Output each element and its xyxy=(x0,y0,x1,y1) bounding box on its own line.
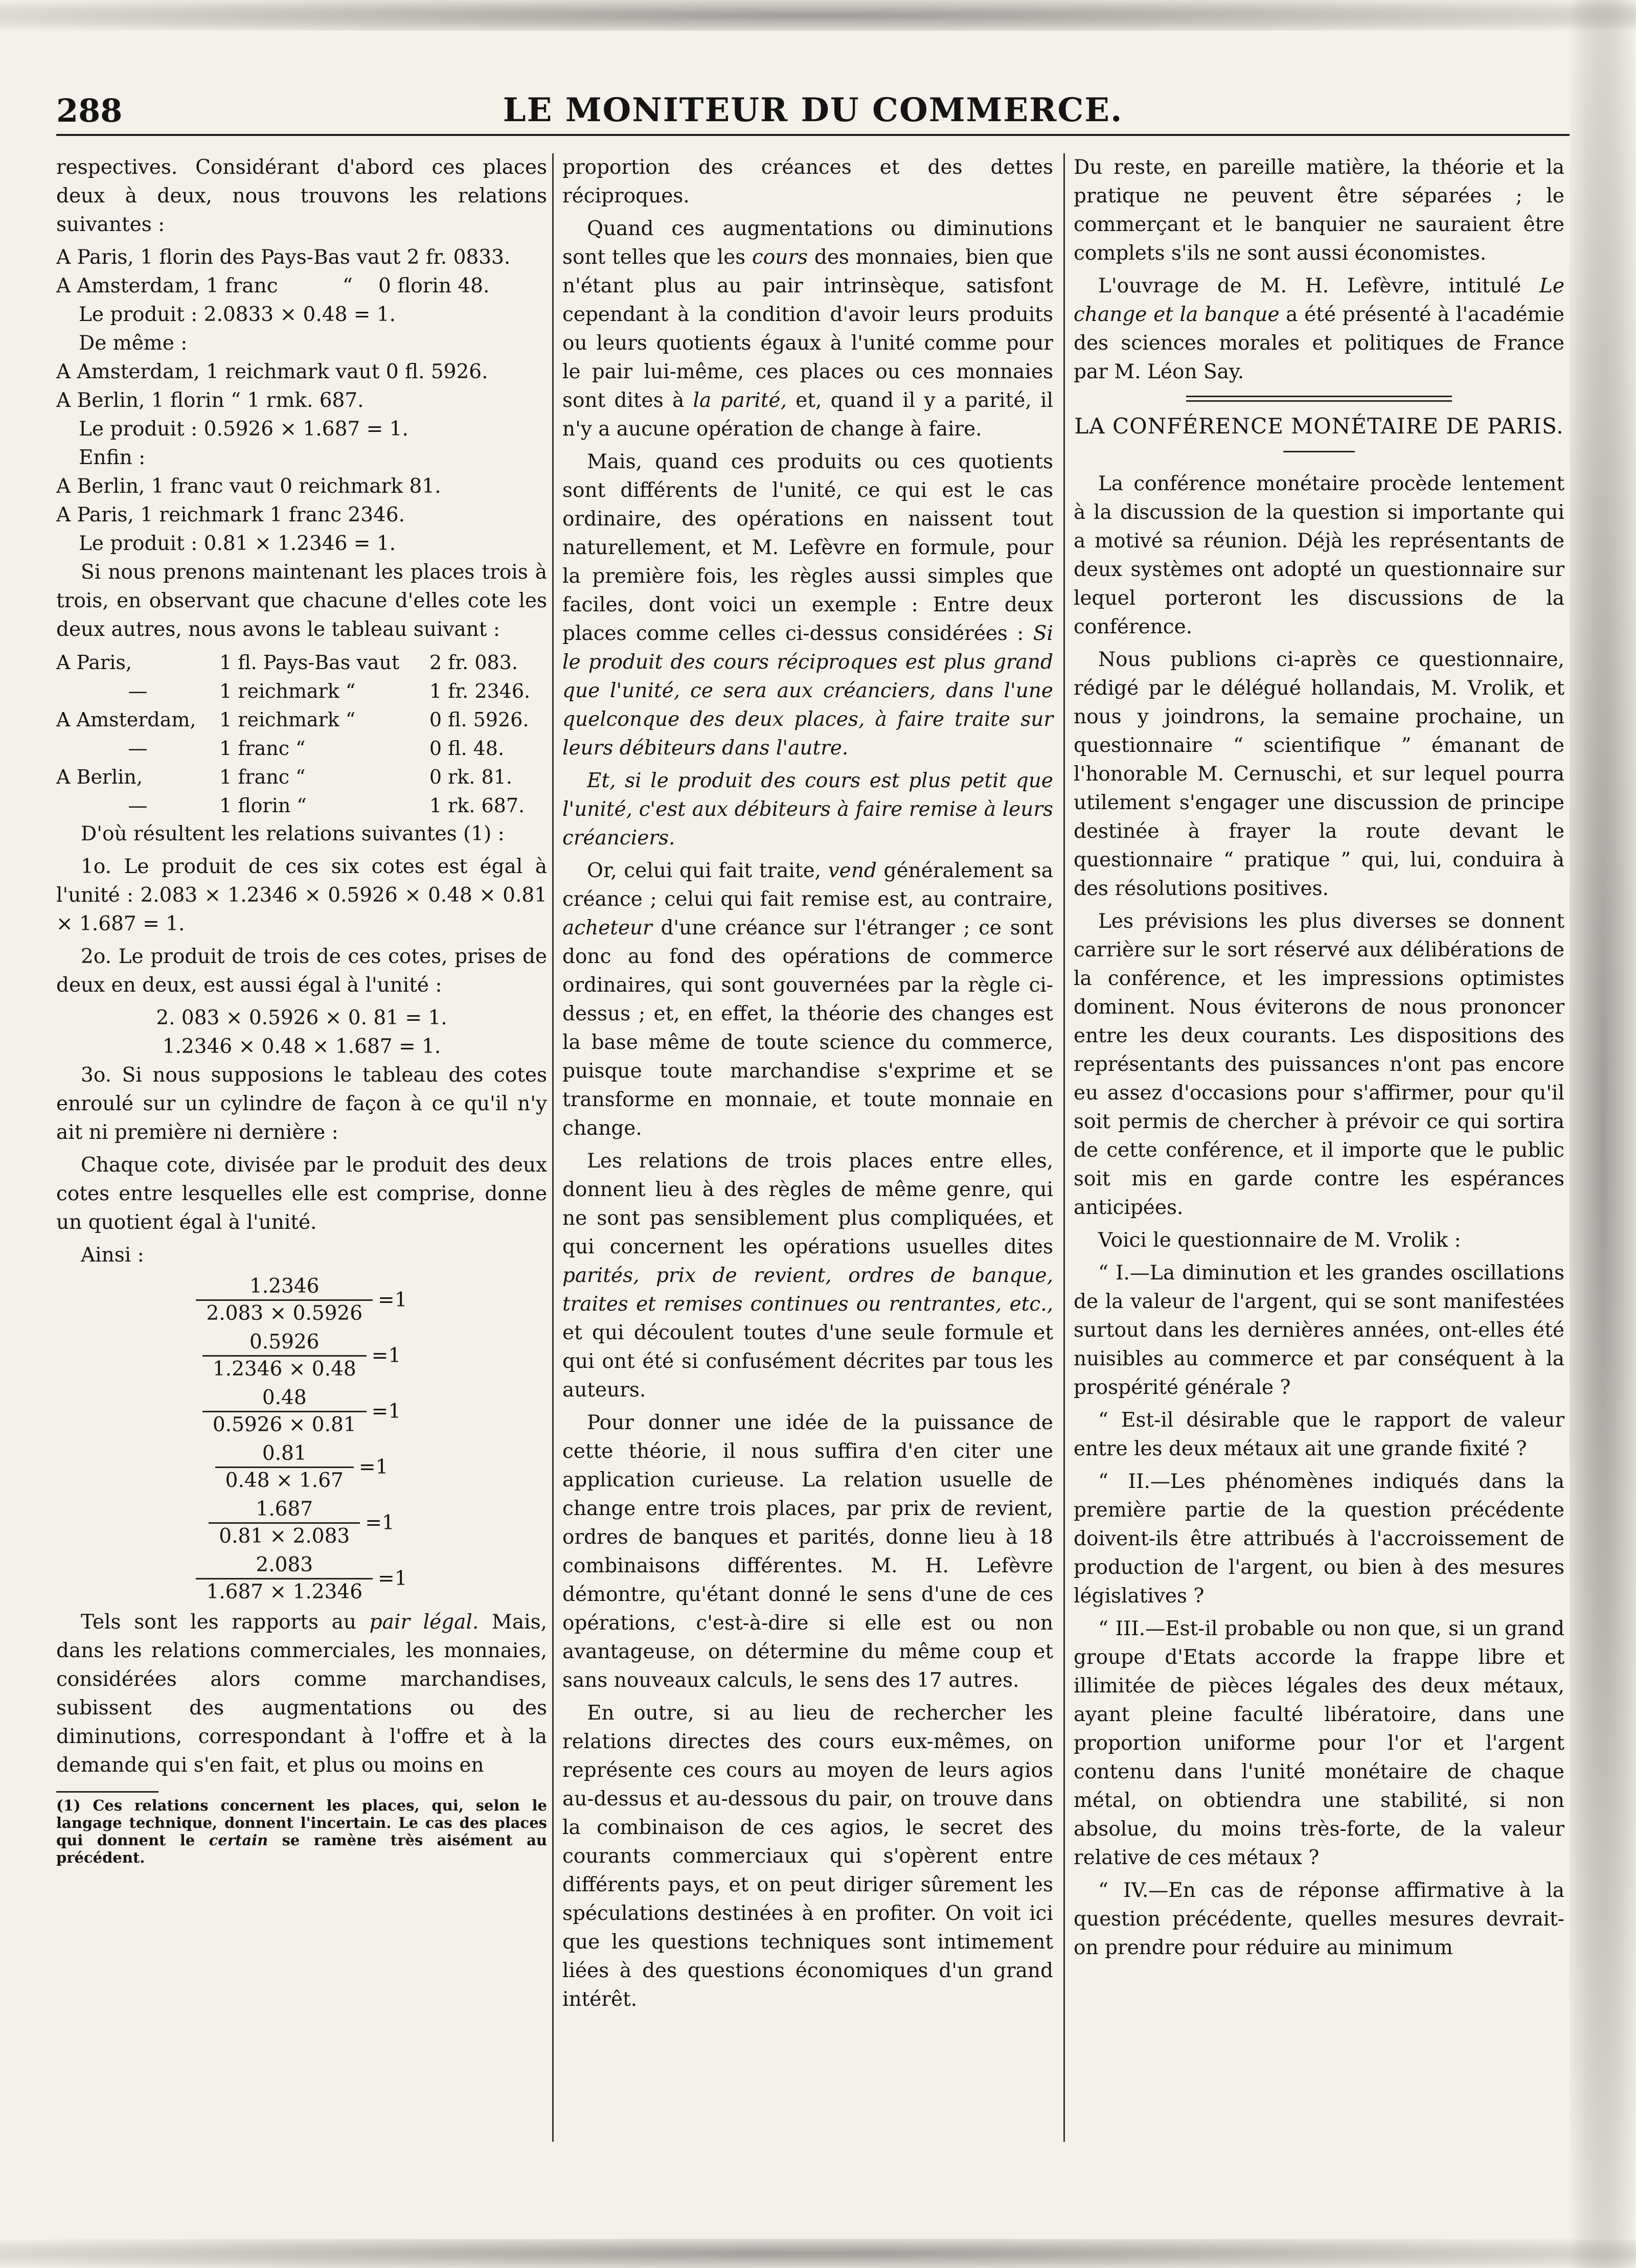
paragraph: Voici le questionnaire de M. Vrolik : xyxy=(1098,1229,1461,1252)
table-cell: 0 fl. 48. xyxy=(429,737,505,760)
fraction xyxy=(196,1552,373,1605)
emphasis: parités, prix de revient, ordres de banque, traites et remises continues ou rentrantes, etc., xyxy=(562,1264,1053,1316)
rate-line: A Berlin, 1 florin “ 1 rmk. 687. xyxy=(56,389,364,412)
label-line: De même : xyxy=(79,332,188,355)
exchange-table xyxy=(56,648,547,820)
column-divider xyxy=(1063,153,1065,2142)
table-cell: 1 franc “ xyxy=(219,766,306,788)
numerator: 1.2346 xyxy=(249,1275,320,1298)
table-row xyxy=(56,791,547,820)
question-paragraph: “ III.—Est-il probable ou non que, si un grand groupe d'Etats accorde la frappe libre et illimitée de pièces légales des deux métaux, ayant pleine faculté libératoire, dans une proportion uniforme pour l'or et l'argent contenu dans l'unité monétaire de chaque métal, on obtiendra une stabilité, si non absolue, du moins très-forte, de la valeur relative de ces métaux ? xyxy=(1074,1617,1564,1869)
table-cell: 1 rk. 687. xyxy=(429,794,525,817)
rate-line: A Berlin, 1 franc vaut 0 reichmark 81. xyxy=(56,475,441,498)
equals-one: =1 xyxy=(358,1455,389,1479)
emphasis: cours xyxy=(752,246,808,269)
denominator: 1.2346 × 0.48 xyxy=(202,1355,367,1382)
paragraph: Pour donner une idée de la puissance de cette théorie, il nous suffira d'en citer une application curieuse. La relation usuelle de change entre trois places, par prix de revient, ordres de banques et parités, donne lieu à 18 combinaisons différentes. M. H. Lefèvre démontre, qu'étant donné le sens d'une de ces opérations, c'est-à-dire si elle est ou non avantageuse, on détermine du même coup et sans nouveaux calculs, le sens des 17 autres. xyxy=(562,1411,1053,1692)
text-run: d'une créance sur l'étranger ; ce sont donc au fond des opérations de commerce ordinaires, qui sont gouvernées par la règle ci-dessus ; et, en effet, la théorie des changes est la base même de toute science du commerce, puisque toute marchandise s'exprime et se transforme en monnaie, et toute monnaie en change. xyxy=(562,917,1053,1140)
paragraph: Nous publions ci-après ce questionnaire, rédigé par le délégué hollandais, M. Vrolik, et nous y joindrons, la semaine prochaine, un questionnaire “ scientifique ” émanant de l'honorable M. Cernuschi, et sur lequel pourra utilement s'engager une discussion de principe destinée à frayer la route devant le questionnaire “ pratique ” qui, lui, conduira à des résolutions positives. xyxy=(1074,648,1564,900)
paragraph xyxy=(1074,272,1564,386)
rate-line: A Amsterdam, 1 reichmark vaut 0 fl. 5926. xyxy=(56,360,488,383)
paragraph: 3o. Si nous supposions le tableau des cotes enroulé sur un cylindre de façon à ce qu'il n'y ait ni première ni dernière : xyxy=(56,1064,547,1144)
text-run: se ramène très aisément au précédent. xyxy=(56,1831,547,1866)
emphasis: pair légal. xyxy=(369,1611,479,1634)
rate-line: A Paris, 1 florin des Pays-Bas vaut 2 fr. 0833. xyxy=(56,246,511,269)
rate-value: 0 florin 48. xyxy=(378,274,490,297)
paragraph: Les prévisions les plus diverses se donnent carrière sur le sort réservé aux délibérations de la conférence, et les impressions optimistes dominent. Nous éviterons de nous prononcer entre les deux courants. Les dispositions des représentants des puissances n'ont pas encore eu assez d'occasions pour s'affirmer, pour qu'il soit permis de chercher à prévoir ce qui sortira de cette conférence, et il importe que le public soit mis en garde contre les espérances anticipées. xyxy=(1074,910,1564,1219)
paragraph: Du reste, en pareille matière, la théorie et la pratique ne peuvent être séparées ; le commerçant et le banquier ne sauraient être complets s'ils ne sont aussi économistes. xyxy=(1074,156,1564,265)
text-run: Les relations de trois places entre elles, donnent lieu à des règles de même genre, qui ne sont pas sensiblement plus compliquées, et qui concernent les opérations usuelles dites xyxy=(562,1150,1053,1258)
paragraph: proportion des créances et des dettes réciproques. xyxy=(562,156,1053,208)
text-run: a été présenté à l'académie des sciences morales et politiques de France par M. Léon Say. xyxy=(1074,303,1565,383)
table-row xyxy=(56,734,547,763)
equals-one: =1 xyxy=(371,1344,401,1367)
table-row xyxy=(56,677,547,705)
text-run: L'ouvrage de M. H. Lefèvre, intitulé xyxy=(1098,274,1540,297)
text-run: et, quand il y a parité, il n'y a aucune opération de change à faire. xyxy=(562,389,1053,441)
text-run: Tels sont les rapports au xyxy=(81,1611,370,1634)
fraction-equation xyxy=(56,1330,547,1382)
product-line: Le produit : 0.5926 × 1.687 = 1. xyxy=(79,418,408,441)
table-cell: 0 rk. 81. xyxy=(429,766,512,788)
product-line: Le produit : 0.81 × 1.2346 = 1. xyxy=(79,532,396,555)
paragraph: En outre, si au lieu de rechercher les relations directes des cours eux-mêmes, on représente ces cours au moyen de leurs agios au-dessus et au-dessous du pair, on trouve dans la combinaison de ces agios, le secret des courants commerciaux qui s'opèrent entre différents pays, et on peut diriger sûrement les spéculations destinées à en profiter. On voit ici que les questions techniques sont intimement liées à des questions économiques d'un grand intérêt. xyxy=(562,1702,1053,2011)
question-paragraph: “ IV.—En cas de réponse affirmative à la question précédente, quelles mesures devrait-on prendre pour réduire au minimum xyxy=(1074,1879,1564,1959)
paragraph: La conférence monétaire procède lentement à la discussion de la question si importante qui a motivé sa réunion. Déjà les représentants de deux systèmes ont adopté un questionnaire sur lequel porteront les discussions de la conférence. xyxy=(1074,472,1564,638)
page-number: 288 xyxy=(56,92,123,129)
text-run: Quand ces augmentations ou diminutions sont telles que les xyxy=(562,217,1053,269)
table-cell: 1 fl. Pays-Bas vaut xyxy=(219,651,400,674)
text-run: Mais, quand ces produits ou ces quotients sont différents de l'unité, ce qui est le cas ordinaire, des opérations en naissent tout naturellement, et M. Lefèvre en formule, pour la première fois, les règles aussi simples que faciles, dont voici un exemple : Entre deux places comme celles ci-dessus considérées : xyxy=(562,450,1053,645)
paragraph: Si nous prenons maintenant les places trois à trois, en observant que chacune d'elles cote les deux autres, nous avons le tableau suivant : xyxy=(56,561,547,641)
question-paragraph: “ Est-il désirable que le rapport de valeur entre les deux métaux ait une grande fixité ? xyxy=(1074,1409,1564,1460)
equals-one: =1 xyxy=(378,1567,407,1590)
emphasis: la parité, xyxy=(693,389,787,412)
emphasis: vend xyxy=(828,859,877,882)
numerator: 2.083 xyxy=(256,1553,313,1576)
paragraph xyxy=(56,1608,547,1780)
fraction xyxy=(196,1274,373,1326)
emphasis: Le change et la banque xyxy=(1074,274,1564,326)
table-cell: A Paris, xyxy=(56,651,132,674)
equation: 1.2346 × 0.48 × 1.687 = 1. xyxy=(162,1035,441,1058)
footnote-rule xyxy=(56,1791,158,1793)
label-line: Enfin : xyxy=(79,446,146,469)
text-run: (1) Ces relations concernent les places, qui, selon le langage technique, donnent l'incertain. Le cas des places qui donnent le xyxy=(56,1797,547,1849)
numerator: 0.81 xyxy=(262,1442,307,1465)
rate-line xyxy=(56,272,547,301)
paragraph: 2o. Le produit de trois de ces cotes, prises de deux en deux, est aussi égal à l'unité : xyxy=(56,945,547,997)
equals-one: =1 xyxy=(378,1288,407,1312)
paragraph: D'où résultent les relations suivantes (1) : xyxy=(81,822,505,845)
paragraph xyxy=(562,448,1053,763)
numerator: 0.5926 xyxy=(249,1331,320,1354)
text-run: et qui découlent toutes d'une seule formule et qui ont été si confusément décrites par tous les auteurs. xyxy=(562,1321,1053,1402)
paragraph: Ainsi : xyxy=(81,1244,144,1267)
column-divider xyxy=(552,153,554,2142)
equals-one: =1 xyxy=(371,1400,401,1423)
ditto-mark: “ xyxy=(343,274,353,297)
section-double-rule xyxy=(1186,396,1452,402)
table-cell: 0 fl. 5926. xyxy=(429,708,529,731)
table-cell: — xyxy=(128,794,148,817)
table-row xyxy=(56,648,547,677)
emphasis: Et, xyxy=(587,769,625,792)
emphasis: certain xyxy=(209,1831,268,1849)
fraction-equation xyxy=(56,1385,547,1438)
product-line: Le produit : 2.0833 × 0.48 = 1. xyxy=(79,303,396,326)
newspaper-page xyxy=(26,0,1610,2268)
masthead-title: LE MONITEUR DU COMMERCE. xyxy=(503,91,1123,129)
text-run: Or, celui qui fait traite, xyxy=(587,859,828,882)
question-paragraph: “ I.—La diminution et les grandes oscillations de la valeur de l'argent, qui se sont manifestées surtout dans les dernières années, ont-elles été nuisibles au commerce et par conséquent à la prospérité générale ? xyxy=(1074,1262,1564,1399)
fraction xyxy=(202,1385,367,1438)
fraction-equation xyxy=(56,1441,547,1494)
table-cell: A Amsterdam, xyxy=(56,708,196,731)
fraction xyxy=(215,1441,354,1494)
section-title: LA CONFÉRENCE MONÉTAIRE DE PARIS. xyxy=(1074,414,1564,439)
table-cell: 1 franc “ xyxy=(219,737,306,760)
denominator: 1.687 × 1.2346 xyxy=(196,1578,373,1605)
fraction xyxy=(202,1330,367,1382)
column-2 xyxy=(562,153,1053,2018)
denominator: 0.81 × 2.083 xyxy=(209,1522,360,1549)
paragraph: 1o. Le produit de ces six cotes est égal à l'unité : 2.083 × 1.2346 × 0.5926 × 0.48 × 0.81 × 1.687 = 1. xyxy=(56,855,547,935)
fraction xyxy=(209,1497,360,1549)
text-run: généralement sa créance ; celui qui fait remise est, au contraire, xyxy=(562,859,1053,911)
paragraph xyxy=(562,215,1053,444)
table-cell: A Berlin, xyxy=(56,766,143,788)
footnote xyxy=(56,1797,547,1866)
table-cell: 1 fr. 2346. xyxy=(429,680,531,702)
emphasis: si le produit des cours est plus petit que l'unité, c'est aux débiteurs à faire remise à leurs créanciers. xyxy=(562,769,1054,850)
denominator: 0.5926 × 0.81 xyxy=(202,1411,367,1438)
text-run: Mais, dans les relations commerciales, les monnaies, considérées alors comme marchandises, subissent des augmentations ou des diminutions, correspondant à l'offre et à la demande qui s'en fait, et plus ou moins en xyxy=(56,1611,547,1777)
fraction-equation xyxy=(56,1497,547,1549)
numerator: 0.48 xyxy=(262,1386,307,1409)
paragraph: Chaque cote, divisée par le produit des deux cotes entre lesquelles elle est comprise, donne un quotient égal à l'unité. xyxy=(56,1154,547,1234)
denominator: 0.48 × 1.67 xyxy=(215,1467,354,1494)
table-cell: 1 florin “ xyxy=(219,794,307,817)
equals-one: =1 xyxy=(365,1511,395,1534)
header-rule xyxy=(56,134,1570,136)
table-cell: 1 reichmark “ xyxy=(219,680,356,702)
fraction-equation xyxy=(56,1552,547,1605)
section-short-rule xyxy=(1283,451,1355,452)
denominator: 2.083 × 0.5926 xyxy=(196,1299,373,1326)
column-3 xyxy=(1074,153,1564,1966)
fraction-equation xyxy=(56,1274,547,1326)
table-row xyxy=(56,705,547,734)
numerator: 1.687 xyxy=(256,1498,313,1521)
table-cell: — xyxy=(128,680,148,702)
emphasis: acheteur xyxy=(562,917,652,940)
text-run: des monnaies, bien que n'étant plus au pair intrinsèque, satisfont cependant à la condition d'avoir leurs produits ou leurs quotients égaux à l'unité comme pour le pair lui-même, ces places ou ces monnaies sont dites à xyxy=(562,246,1053,412)
table-cell: 2 fr. 083. xyxy=(429,651,518,674)
rate-place: A Amsterdam, 1 franc xyxy=(56,274,278,297)
paragraph: respectives. Considérant d'abord ces places deux à deux, nous trouvons les relations suivantes : xyxy=(56,156,547,236)
table-row xyxy=(56,763,547,791)
paragraph xyxy=(562,1147,1053,1405)
column-1 xyxy=(56,153,547,1866)
table-cell: — xyxy=(128,737,148,760)
question-paragraph: “ II.—Les phénomènes indiqués dans la première partie de la question précédente doivent-ils être attribués à l'accroissement de production de l'argent, ou bien à des mesures législatives ? xyxy=(1074,1470,1564,1608)
equation: 2. 083 × 0.5926 × 0. 81 = 1. xyxy=(156,1006,447,1029)
paragraph xyxy=(562,857,1053,1143)
paragraph xyxy=(562,767,1053,853)
rate-line: A Paris, 1 reichmark 1 franc 2346. xyxy=(56,503,405,526)
emphasis: Si le produit des cours réciproques est plus grand que l'unité, ce sera aux créanciers, dans l'une quelconque des deux places, à faire traite sur leurs débiteurs dans l'autre. xyxy=(562,622,1053,760)
table-cell: 1 reichmark “ xyxy=(219,708,356,731)
